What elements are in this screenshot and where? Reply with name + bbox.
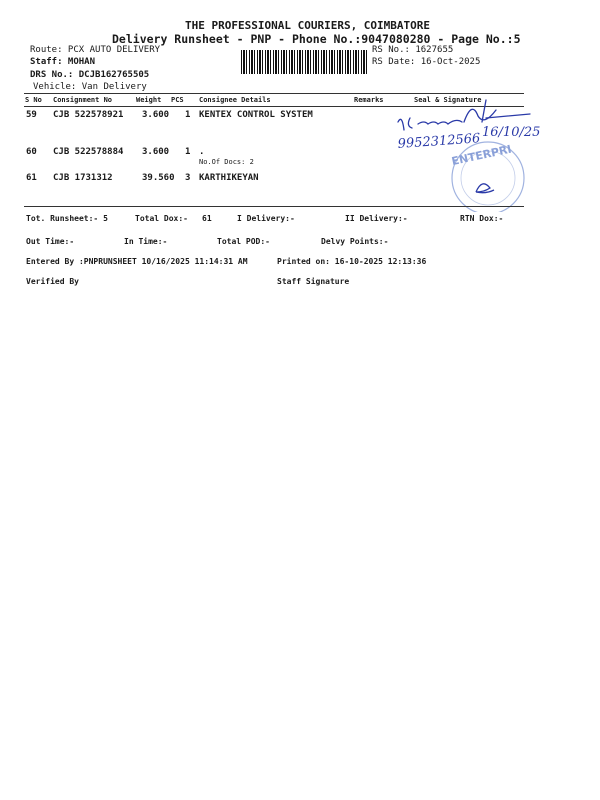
total-dox-value: 61 xyxy=(202,214,212,223)
row-consignment: CJB 522578921 xyxy=(53,110,124,120)
row-sno: 61 xyxy=(26,173,37,183)
total-dox-label: Total Dox:- xyxy=(135,214,188,223)
rtn-dox: RTN Dox:- xyxy=(460,214,504,223)
in-time: In Time:- xyxy=(124,237,168,246)
col-remarks: Remarks xyxy=(354,96,384,104)
drs-number: DRS No.: DCJB162765505 xyxy=(30,70,150,80)
delvy-points: Delvy Points:- xyxy=(321,237,389,246)
route-label: Route: PCX AUTO DELIVERY xyxy=(30,45,161,55)
col-consignment: Consignment No xyxy=(53,96,113,104)
col-sno: S No xyxy=(25,96,42,104)
row-pcs: 1 xyxy=(185,110,191,120)
handwritten-phone: 9952312566 xyxy=(397,131,481,152)
row-sno: 59 xyxy=(26,110,37,120)
seal-signature-area xyxy=(390,92,540,212)
stamp-text: ENTERPRI xyxy=(450,142,513,169)
row-weight: 39.560 xyxy=(142,173,175,183)
i-delivery: I Delivery:- xyxy=(237,214,295,223)
vehicle-label: Vehicle: Van Delivery xyxy=(33,82,147,92)
row-consignment: CJB 1731312 xyxy=(53,173,113,183)
stamp-initials xyxy=(476,184,494,193)
staff-signature: Staff Signature xyxy=(277,277,350,286)
row-note: No.Of Docs: 2 xyxy=(199,158,254,166)
row-pcs: 3 xyxy=(185,173,191,183)
printed-on: Printed on: 16-10-2025 12:13:36 xyxy=(277,257,427,266)
ii-delivery: II Delivery:- xyxy=(345,214,408,223)
company-name: THE PROFESSIONAL COURIERS, COIMBATORE xyxy=(185,19,431,32)
col-seal-signature: Seal & Signature xyxy=(414,96,482,104)
runsheet-title: Delivery Runsheet - PNP - Phone No.:9047080280 - Page No.:5 xyxy=(112,32,521,46)
entered-by: Entered By :PNPRUNSHEET 10/16/2025 11:14:31 AM xyxy=(26,257,248,266)
rs-number: RS No.: 1627655 xyxy=(372,45,454,55)
col-pcs: PCS xyxy=(171,96,184,104)
row-pcs: 1 xyxy=(185,147,191,157)
row-consignee: . xyxy=(199,147,205,157)
staff-label: Staff: MOHAN xyxy=(30,57,96,67)
total-pod: Total POD:- xyxy=(217,237,270,246)
col-consignee: Consignee Details xyxy=(199,96,271,104)
col-weight: Weight xyxy=(136,96,162,104)
out-time: Out Time:- xyxy=(26,237,75,246)
rs-date: RS Date: 16-Oct-2025 xyxy=(372,57,481,67)
row-consignment: CJB 522578884 xyxy=(53,147,124,157)
row-weight: 3.600 xyxy=(142,147,170,157)
verified-by: Verified By xyxy=(26,277,79,286)
tot-runsheet: Tot. Runsheet:- 5 xyxy=(26,214,108,223)
table-bottom-rule xyxy=(24,206,524,207)
row-consignee: KENTEX CONTROL SYSTEM xyxy=(199,110,313,120)
handwritten-date: 16/10/25 xyxy=(482,125,540,140)
barcode xyxy=(241,50,369,74)
row-sno: 60 xyxy=(26,147,37,157)
row-weight: 3.600 xyxy=(142,110,170,120)
row-consignee: KARTHIKEYAN xyxy=(199,173,259,183)
